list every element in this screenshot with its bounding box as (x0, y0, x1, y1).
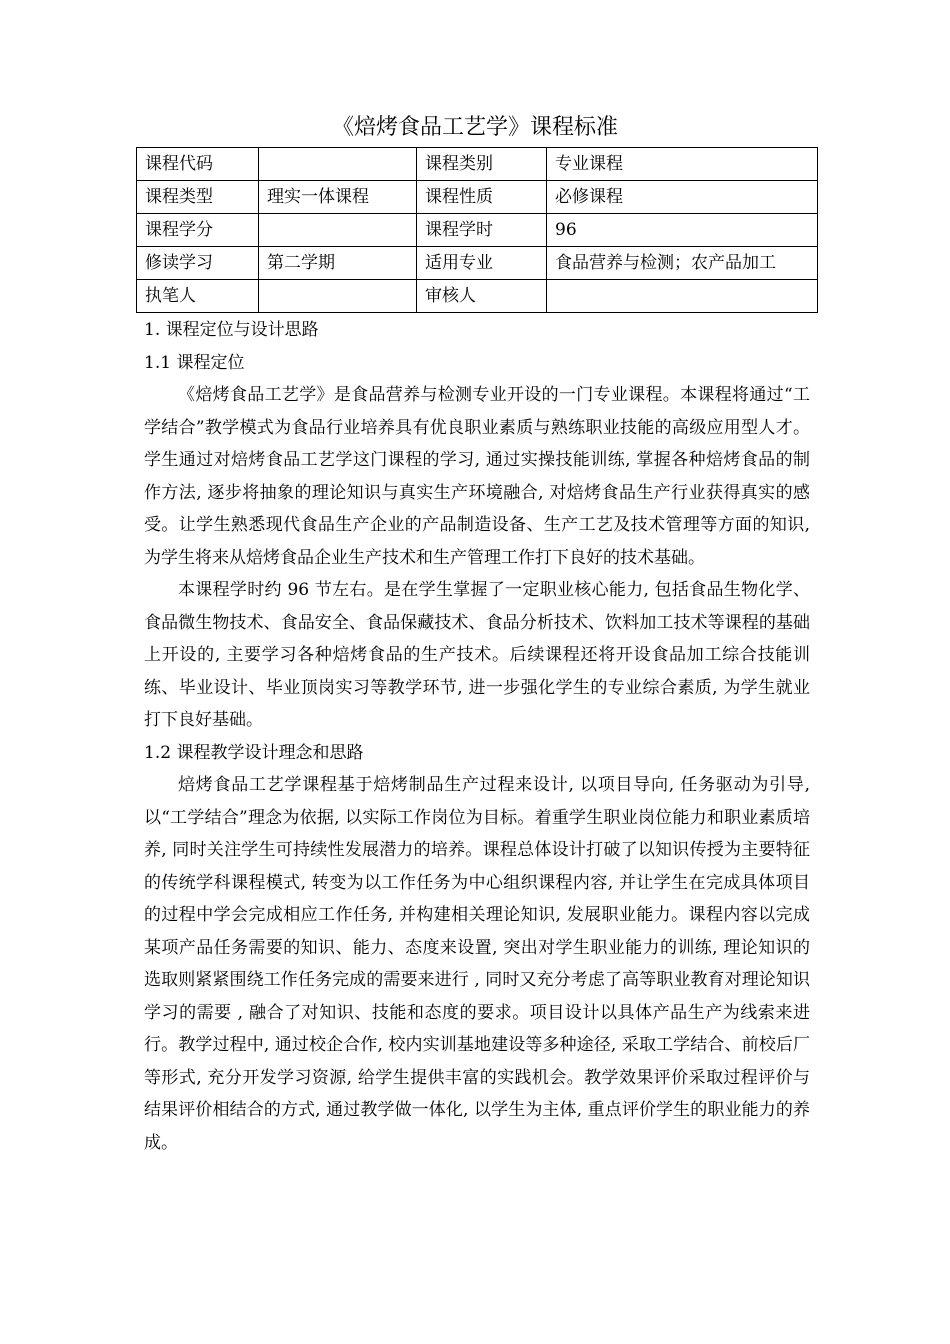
subsection-heading: 1.1 课程定位 (144, 352, 245, 373)
table-cell: 课程类型 (137, 181, 259, 214)
table-cell: 课程学时 (417, 214, 547, 247)
table-cell: 审核人 (417, 280, 547, 313)
table-row (137, 280, 818, 313)
table-row (137, 214, 818, 247)
table-cell: 执笔人 (137, 280, 259, 313)
table-row (137, 181, 818, 214)
table-cell: 课程性质 (417, 181, 547, 214)
table-cell (547, 280, 818, 313)
course-info-table-body (137, 148, 818, 313)
table-cell: 修读学习 (137, 247, 259, 280)
table-cell: 理实一体课程 (259, 181, 417, 214)
table-cell: 第二学期 (259, 247, 417, 280)
table-cell (259, 148, 417, 181)
paragraph: 本课程学时约 96 节左右。是在学生掌握了一定职业核心能力, 包括食品生物化学、食品微生物技术、食品安全、食品保藏技术、食品分析技术、饮料加工技术等课程的基础上开设的, 主要学习各种焙烤食品的生产技术。后续课程还将开设食品加工综合技能训练、毕业设计、毕业顶岗实习等教学环节, 进一步强化学生的专业综合素质, 为学生就业打下良好基础。 (144, 580, 810, 730)
table-cell: 课程类别 (417, 148, 547, 181)
document-body (144, 314, 810, 1159)
table-cell: 必修课程 (547, 181, 818, 214)
table-cell: 课程学分 (137, 214, 259, 247)
table-cell: 专业课程 (547, 148, 818, 181)
table-row (137, 148, 818, 181)
table-cell: 96 (547, 214, 818, 247)
table-cell (259, 214, 417, 247)
table-cell (259, 280, 417, 313)
subsection-heading: 1.2 课程教学设计理念和思路 (144, 742, 364, 763)
table-cell: 食品营养与检测；农产品加工 (547, 247, 818, 280)
page-title: 《焙烤食品工艺学》课程标准 (331, 115, 618, 140)
course-info-table (136, 147, 818, 313)
table-cell: 适用专业 (417, 247, 547, 280)
table-cell: 课程代码 (137, 148, 259, 181)
paragraph: 焙烤食品工艺学课程基于焙烤制品生产过程来设计, 以项目导向, 任务驱动为引导, 以“工学结合”理念为依据, 以实际工作岗位为目标。着重学生职业岗位能力和职业素质培养, 同时关注学生可持续性发展潜力的培养。课程总体设计打破了以知识传授为主要特征的传统学科课程模式, 转变为以工作任务为中心组织课程内容, 并让学生在完成具体项目的过程中学会完成相应工作任务, 并构建相关理论知识, 发展职业能力。课程内容以完成某项产品任务需要的知识、能力、态度来设置, 突出对学生职业能力的训练, 理论知识的选取则紧紧围绕工作任务完成的需要来进行 , 同时又充分考虑了高等职业教育对理论知识学习的需要 , 融合了对知识、技能和态度的要求。项目设计以具体产品生产为线索来进行。教学过程中, 通过校企合作, 校内实训基地建设等多种途径, 采取工学结合、前校后厂等形式, 充分开发学习资源, 给学生提供丰富的实践机会。教学效果评价采取过程评价与结果评价相结合的方式, 通过教学做一体化, 以学生为主体, 重点评价学生的职业能力的养成。 (144, 775, 810, 1153)
table-row (137, 247, 818, 280)
paragraph: 《焙烤食品工艺学》是食品营养与检测专业开设的一门专业课程。本课程将通过“工学结合”教学模式为食品行业培养具有优良职业素质与熟练职业技能的高级应用型人才。学生通过对焙烤食品工艺学这门课程的学习, 通过实操技能训练, 掌握各种焙烤食品的制作方法, 逐步将抽象的理论知识与真实生产环境融合, 对焙烤食品生产行业获得真实的感受。让学生熟悉现代食品生产企业的产品制造设备、生产工艺及技术管理等方面的知识, 为学生将来从焙烤食品企业生产技术和生产管理工作打下良好的技术基础。 (144, 385, 810, 568)
section-heading: 1. 课程定位与设计思路 (144, 320, 319, 340)
